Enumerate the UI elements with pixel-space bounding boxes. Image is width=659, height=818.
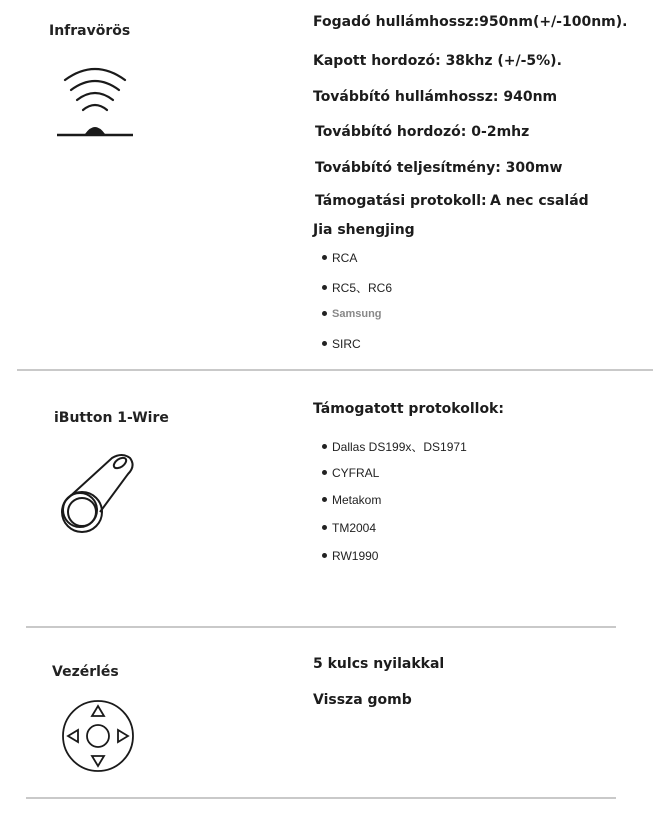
list-item: SIRC bbox=[322, 337, 361, 351]
section-divider bbox=[17, 369, 653, 371]
control-title: Vezérlés bbox=[52, 664, 119, 680]
spec-received-carrier: Kapott hordozó: 38khz (+/-5%). bbox=[313, 53, 562, 69]
ibutton-title: iButton 1-Wire bbox=[54, 410, 169, 426]
list-item: RCA bbox=[322, 251, 357, 265]
list-item: Metakom bbox=[322, 493, 381, 507]
list-item: Dallas DS199x、DS1971 bbox=[322, 438, 467, 455]
infrared-title: Infravörös bbox=[49, 23, 131, 39]
spec-protocol-label: Támogatási protokoll: bbox=[315, 193, 487, 209]
control-item-back: Vissza gomb bbox=[313, 692, 412, 708]
infrared-wave-icon bbox=[55, 62, 135, 142]
spec-receive-wavelength: Fogadó hullámhossz:950nm(+/-100nm). bbox=[313, 14, 628, 30]
ibutton-key-icon bbox=[52, 450, 142, 535]
section-divider bbox=[26, 626, 616, 628]
spec-protocol-value: A nec család bbox=[490, 193, 589, 209]
list-item: Samsung bbox=[322, 308, 382, 320]
spec-transmit-power: Továbbító teljesítmény: 300mw bbox=[315, 160, 563, 176]
dpad-icon bbox=[60, 698, 136, 774]
spec-transmit-carrier: Továbbító hordozó: 0-2mhz bbox=[315, 124, 530, 140]
ibutton-protocols-label: Támogatott protokollok: bbox=[313, 401, 504, 417]
control-item-arrows: 5 kulcs nyilakkal bbox=[313, 656, 445, 672]
list-item: RW1990 bbox=[322, 549, 378, 563]
spec-transmit-wavelength: Továbbító hullámhossz: 940nm bbox=[313, 89, 558, 105]
list-item: CYFRAL bbox=[322, 466, 379, 480]
list-item: TM2004 bbox=[322, 521, 376, 535]
section-divider bbox=[26, 797, 616, 799]
spec-extra: Jia shengjing bbox=[313, 222, 415, 238]
list-item: RC5、RC6 bbox=[322, 279, 392, 296]
